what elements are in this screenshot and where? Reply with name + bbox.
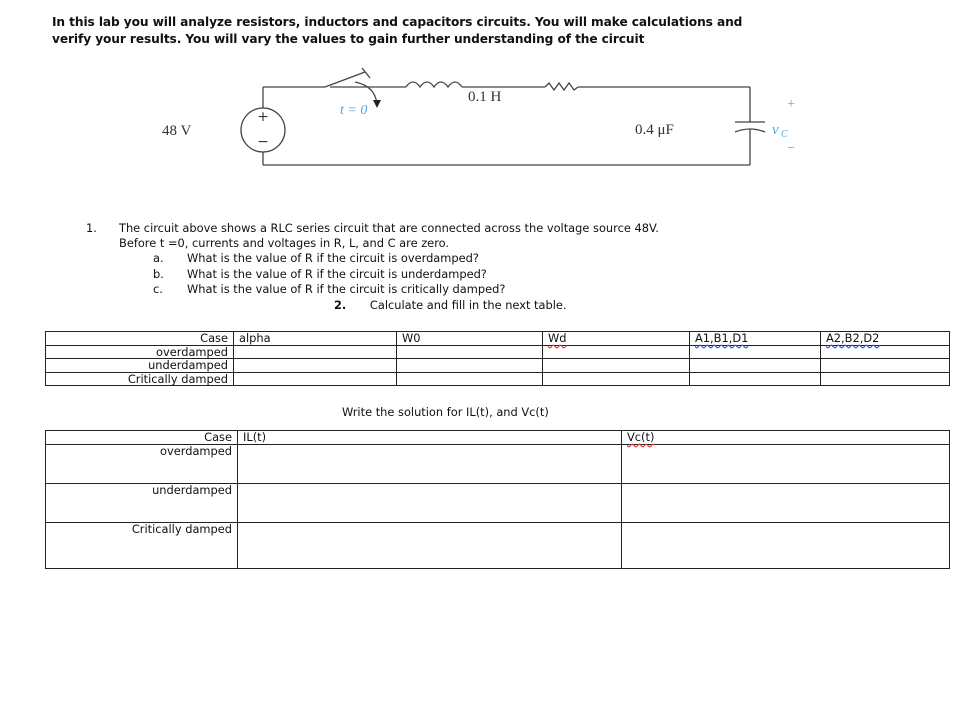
cell-empty[interactable]: [690, 359, 821, 373]
source-plus: +: [257, 109, 269, 125]
header-case: Case: [46, 332, 234, 346]
question-1-number: 1.: [86, 221, 97, 235]
switch-arrow-icon: [373, 100, 381, 108]
question-2-text: Calculate and fill in the next table.: [369, 298, 567, 312]
question-1a-letter: a.: [153, 251, 164, 266]
question-1a-text: What is the value of R if the circuit is overdamped?: [187, 251, 479, 266]
cell-empty[interactable]: [238, 444, 622, 483]
question-1b-letter: b.: [153, 266, 164, 281]
question-1c: [86, 282, 926, 297]
header-wd: [543, 332, 690, 346]
question-1b: [86, 267, 926, 282]
cell-empty[interactable]: [238, 522, 622, 568]
intro-paragraph: [52, 14, 932, 48]
cell-empty[interactable]: [622, 483, 950, 522]
question-1b-text: What is the value of R if the circuit is underdamped?: [187, 266, 487, 281]
row-label-overdamped: overdamped: [46, 444, 238, 483]
header-a1b1d1: [690, 332, 821, 346]
cell-empty[interactable]: [234, 372, 397, 386]
vc-label: v: [772, 122, 779, 138]
solution-caption: Write the solution for IL(t), and Vc(t): [342, 405, 549, 419]
table-row: [46, 483, 950, 522]
table-row: [46, 359, 950, 373]
cell-empty[interactable]: [238, 483, 622, 522]
source-voltage-label: 48 V: [162, 123, 192, 139]
question-2-number: 2.: [334, 298, 347, 312]
row-label-critically-damped: Critically damped: [46, 522, 238, 568]
header-vc-text: Vc(t): [627, 430, 655, 444]
table-row: [46, 444, 950, 483]
row-label-underdamped: underdamped: [46, 483, 238, 522]
questions-section: [86, 221, 926, 312]
cell-empty[interactable]: [397, 372, 543, 386]
cell-empty[interactable]: [543, 345, 690, 359]
table-row: [46, 372, 950, 386]
table-row: [46, 522, 950, 568]
question-1a: [86, 251, 926, 266]
question-1c-letter: c.: [153, 281, 163, 296]
header-a1b1d1-text: A1,B1,D1: [695, 331, 749, 345]
cell-empty[interactable]: [543, 372, 690, 386]
intro-line-1: In this lab you will analyze resistors, inductors and capacitors circuits. You will make calculations and: [52, 15, 743, 29]
cell-empty[interactable]: [821, 345, 950, 359]
question-1c-text: What is the value of R if the circuit is critically damped?: [187, 281, 506, 296]
parameters-table: [45, 331, 950, 386]
table-header-row: [46, 431, 950, 445]
table-row: [46, 345, 950, 359]
cell-empty[interactable]: [543, 359, 690, 373]
cell-empty[interactable]: [622, 444, 950, 483]
rlc-circuit-diagram: [150, 60, 800, 180]
cell-empty[interactable]: [690, 372, 821, 386]
header-a2b2d2-text: A2,B2,D2: [826, 331, 880, 345]
vc-subscript: C: [781, 129, 788, 140]
cell-empty[interactable]: [234, 359, 397, 373]
source-minus: −: [257, 134, 269, 150]
inductor-label: 0.1 H: [468, 89, 502, 105]
question-1-line-1: The circuit above shows a RLC series circuit that are connected across the voltage source 48V.: [119, 221, 659, 235]
question-1-line-2: Before t =0, currents and voltages in R, L, and C are zero.: [119, 236, 450, 251]
cell-empty[interactable]: [821, 372, 950, 386]
row-label-critically-damped: Critically damped: [46, 372, 234, 386]
header-il: IL(t): [238, 431, 622, 445]
cell-empty[interactable]: [622, 522, 950, 568]
row-label-overdamped: overdamped: [46, 345, 234, 359]
table-header-row: [46, 332, 950, 346]
vc-minus: −: [787, 141, 795, 156]
question-1: [86, 221, 926, 251]
cell-empty[interactable]: [234, 345, 397, 359]
header-a2b2d2: [821, 332, 950, 346]
intro-line-2: verify your results. You will vary the values to gain further understanding of the circuit: [52, 32, 645, 46]
solutions-table: [45, 430, 950, 569]
header-w0: W0: [397, 332, 543, 346]
header-case: Case: [46, 431, 238, 445]
cell-empty[interactable]: [397, 345, 543, 359]
cell-empty[interactable]: [821, 359, 950, 373]
header-vc: [622, 431, 950, 445]
row-label-underdamped: underdamped: [46, 359, 234, 373]
capacitor-label: 0.4 μF: [635, 122, 674, 138]
cell-empty[interactable]: [690, 345, 821, 359]
question-2: [334, 298, 567, 313]
switch-time-label: t = 0: [340, 103, 368, 118]
header-wd-text: Wd: [548, 331, 567, 345]
cell-empty[interactable]: [397, 359, 543, 373]
vc-plus: +: [787, 97, 795, 112]
header-alpha: alpha: [234, 332, 397, 346]
